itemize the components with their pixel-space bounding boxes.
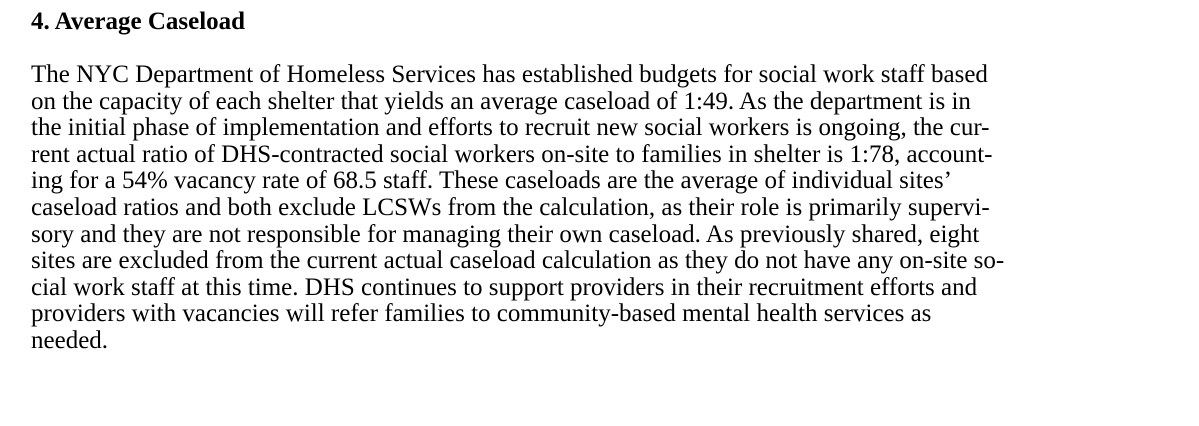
paragraph-line: needed. [31,326,109,354]
paragraph-line: sory and they are not responsible for managing their own caseload. As previously shared, eight [31,220,980,248]
paragraph-line: rent actual ratio of DHS-contracted social workers on-site to families in shelter is 1:78, account- [31,140,993,168]
paragraph-line: The NYC Department of Homeless Services has established budgets for social work staff based [31,61,988,88]
paragraph-line: caseload ratios and both exclude LCSWs from the calculation, as their role is primarily supervi- [31,193,990,221]
paragraph-line: on the capacity of each shelter that yields an average caseload of 1:49. As the department is in [31,87,971,115]
section-paragraph [31,62,1171,355]
paragraph-line: providers with vacancies will refer families to community-based mental health services as [31,300,932,328]
paragraph-line: cial work staff at this time. DHS continues to support providers in their recruitment efforts and [31,273,978,301]
paragraph-line: ing for a 54% vacancy rate of 68.5 staff. These caseloads are the average of individual sites’ [31,167,952,195]
section-heading: 4. Average Caseload [31,8,246,35]
paragraph-line: the initial phase of implementation and efforts to recruit new social workers is ongoing, the cur- [31,114,990,142]
paragraph-line: sites are excluded from the current actual caseload calculation as they do not have any on-site so- [31,247,1005,275]
